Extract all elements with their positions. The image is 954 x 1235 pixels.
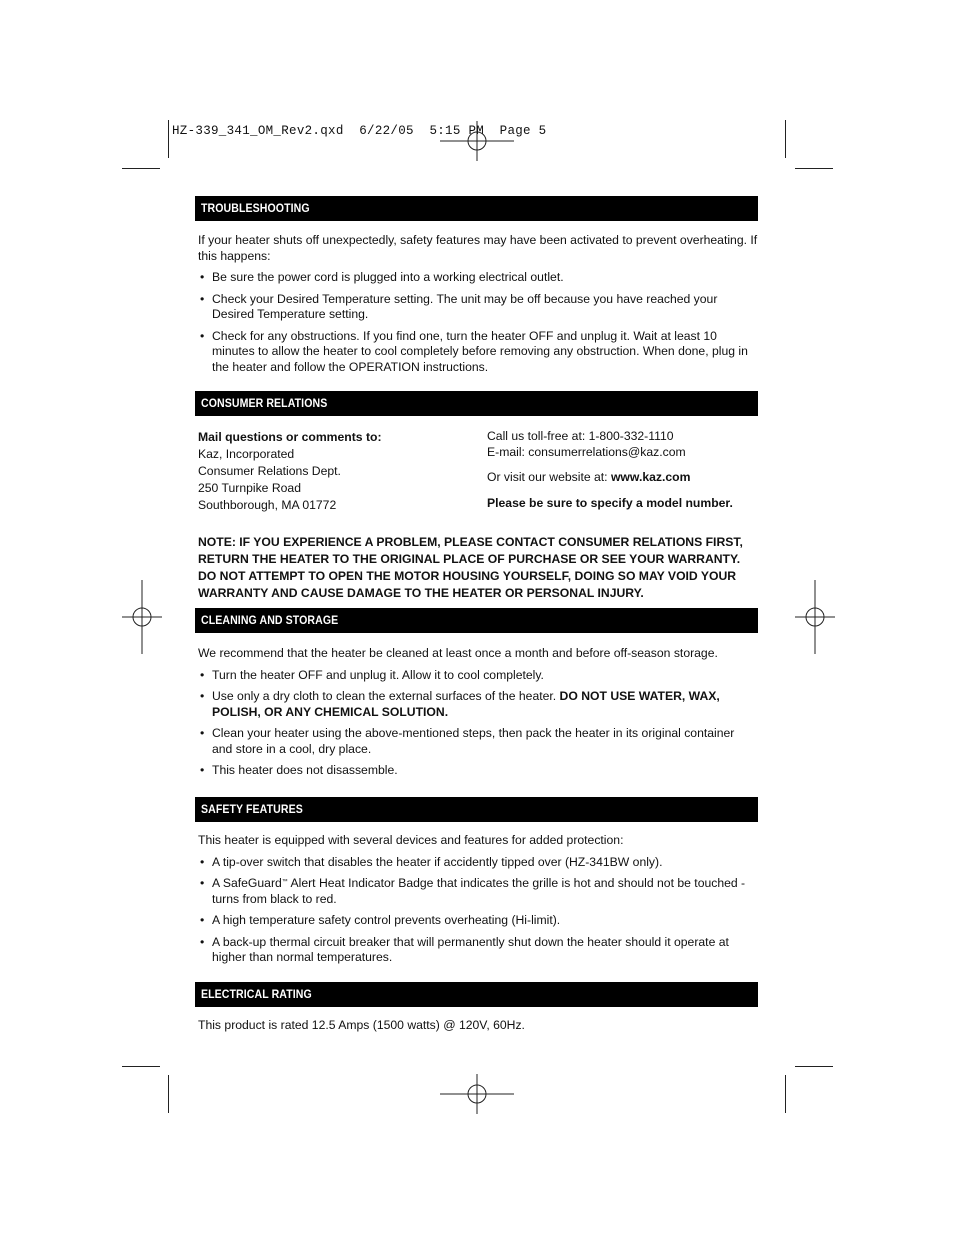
- crop-mark: [122, 168, 160, 169]
- print-slug: HZ-339_341_OM_Rev2.qxd 6/22/05 5:15 PM Page 5: [172, 124, 547, 138]
- website-prefix: Or visit our website at:: [487, 470, 611, 484]
- website-link[interactable]: www.kaz.com: [610, 470, 691, 484]
- registration-mark-icon: [440, 121, 514, 161]
- crop-mark: [785, 120, 786, 158]
- list-item: • Check for any obstructions. If you find one, turn the heater OFF and unplug it. Wait at least 10 minutes to allow the heater to cool completely before removing any obstruction. When done, plug in the heater and follow the OPERATION instructions.: [198, 329, 758, 376]
- electrical-rating-text: This product is rated 12.5 Amps (1500 watts) @ 120V, 60Hz.: [198, 1018, 525, 1032]
- crop-mark: [168, 120, 169, 158]
- mailing-address: [198, 429, 478, 514]
- list-item: • This heater does not disassemble.: [198, 763, 758, 779]
- section-heading: CLEANING AND STORAGE: [195, 608, 758, 633]
- cleaning-storage-section: [195, 608, 758, 785]
- model-number-note: Please be sure to specify a model number.: [487, 495, 733, 510]
- phone-number: Call us toll-free at: 1-800-332-1110: [487, 429, 674, 443]
- electrical-rating-section: [195, 982, 758, 1040]
- crop-mark: [785, 1075, 786, 1113]
- list-item: • A tip-over switch that disables the heater if accidently tipped over (HZ-341BW only).: [198, 855, 758, 871]
- list-item: • Use only a dry cloth to clean the external surfaces of the heater. DO NOT USE WATER, WAX, POLISH, OR ANY CHEMICAL SOLUTION.: [198, 689, 758, 720]
- mail-label: Mail questions or comments to:: [198, 430, 382, 444]
- troubleshooting-intro: If your heater shuts off unexpectedly, safety features may have been activated to prevent overheating. If this happens:: [198, 233, 758, 263]
- list-item: • A high temperature safety control prevents overheating (Hi-limit).: [198, 913, 758, 929]
- address-line: 250 Turnpike Road: [198, 481, 301, 495]
- contact-info: [487, 429, 757, 511]
- section-heading: TROUBLESHOOTING: [195, 196, 758, 221]
- consumer-relations-section: [195, 391, 758, 602]
- section-heading: ELECTRICAL RATING: [195, 982, 758, 1007]
- crop-mark: [168, 1075, 169, 1113]
- safety-features-section: [195, 797, 758, 972]
- email-link[interactable]: E-mail: consumerrelations@kaz.com: [487, 444, 686, 459]
- crop-mark: [795, 1066, 833, 1067]
- registration-mark-icon: [122, 580, 162, 654]
- cleaning-list: [198, 668, 758, 779]
- safety-intro: This heater is equipped with several devices and features for added protection:: [198, 833, 624, 847]
- list-item: • Clean your heater using the above-mentioned steps, then pack the heater in its original container and store in a cool, dry place.: [198, 726, 758, 757]
- troubleshooting-list: [198, 270, 758, 375]
- list-item: • A SafeGuard™ Alert Heat Indicator Badge that indicates the grille is hot and should not be touched - turns from black to red.: [198, 876, 758, 907]
- trademark-symbol: ™: [281, 879, 288, 885]
- section-heading: CONSUMER RELATIONS: [195, 391, 758, 416]
- troubleshooting-section: [195, 196, 758, 381]
- address-line: Kaz, Incorporated: [198, 447, 295, 461]
- safety-list: [198, 855, 758, 966]
- list-item: • Check your Desired Temperature setting. The unit may be off because you have reached your Desired Temperature setting.: [198, 292, 758, 323]
- list-item: • Turn the heater OFF and unplug it. Allow it to cool completely.: [198, 668, 758, 684]
- list-item: • A back-up thermal circuit breaker that will permanently shut down the heater should it operate at higher than normal temperatures.: [198, 935, 758, 966]
- warning-note: NOTE: IF YOU EXPERIENCE A PROBLEM, PLEASE CONTACT CONSUMER RELATIONS FIRST, RETURN THE HEATER TO THE ORIGINAL PLACE OF PURCHASE OR SEE YOUR WARRANTY. DO NOT ATTEMPT TO OPEN THE MOTOR HOUSING YOURSELF, DOING SO MAY VOID YOUR WARRANTY AND CAUSE DAMAGE TO THE HEATER OR PERSONAL INJURY.: [198, 535, 743, 600]
- cleaning-intro: We recommend that the heater be cleaned at least once a month and before off-season storage.: [198, 646, 718, 660]
- contact-block: [195, 429, 758, 513]
- crop-mark: [795, 168, 833, 169]
- list-item: • Be sure the power cord is plugged into a working electrical outlet.: [198, 270, 758, 286]
- address-line: Southborough, MA 01772: [198, 498, 337, 512]
- registration-mark-icon: [795, 580, 835, 654]
- crop-mark: [122, 1066, 160, 1067]
- website-line: [487, 470, 757, 486]
- registration-mark-icon: [440, 1074, 514, 1114]
- address-line: Consumer Relations Dept.: [198, 464, 341, 478]
- section-heading: SAFETY FEATURES: [195, 797, 758, 822]
